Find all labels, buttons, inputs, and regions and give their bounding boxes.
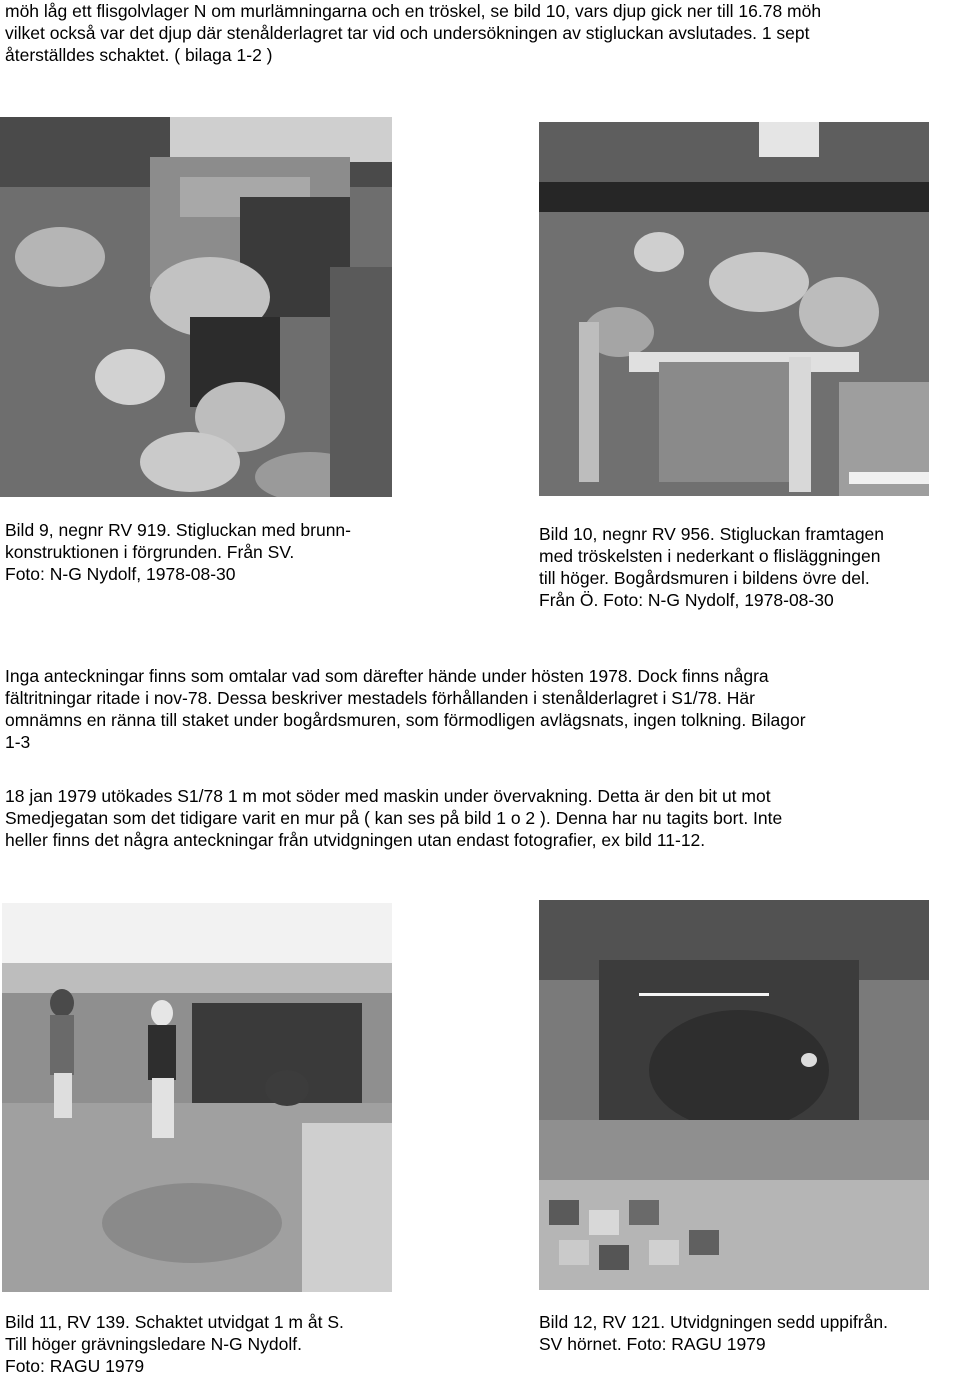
photo-bild-10 [539, 122, 929, 496]
caption-line: Bild 12, RV 121. Utvidgningen sedd uppifrån. [539, 1312, 888, 1332]
intro-line: återställdes schaktet. ( bilaga 1-2 ) [5, 45, 273, 65]
caption-bild-11 [5, 1311, 344, 1377]
caption-line: SV hörnet. Foto: RAGU 1979 [539, 1334, 766, 1354]
caption-bild-10 [539, 523, 884, 611]
caption-line: till höger. Bogårdsmuren i bildens övre del. [539, 568, 870, 588]
caption-line: Bild 9, negnr RV 919. Stigluckan med brunn- [5, 520, 351, 540]
caption-line: Till höger grävningsledare N-G Nydolf. [5, 1334, 302, 1354]
caption-line: med tröskelsten i nederkant o flisläggningen [539, 546, 881, 566]
intro-paragraph [5, 0, 955, 66]
intro-line: möh låg ett flisgolvlager N om murlämningarna och en tröskel, se bild 10, vars djup gick ner till 16.78 möh [5, 1, 822, 21]
caption-line: Från Ö. Foto: N-G Nydolf, 1978-08-30 [539, 590, 834, 610]
caption-bild-12 [539, 1311, 888, 1355]
caption-bild-9 [5, 519, 351, 585]
photo-bild-11 [2, 903, 392, 1292]
body-line: fältritningar ritade i nov-78. Dessa beskriver mestadels förhållanden i stenålderlagret i S1/78. Här [5, 688, 755, 708]
caption-line: Bild 10, negnr RV 956. Stigluckan framtagen [539, 524, 885, 544]
body-line: 18 jan 1979 utökades S1/78 1 m mot söder med maskin under övervakning. Detta är den bit ut mot [5, 786, 771, 806]
caption-line: konstruktionen i förgrunden. Från SV. [5, 542, 295, 562]
body-line: 1-3 [5, 732, 31, 752]
body-line: Inga anteckningar finns som omtalar vad som därefter hände under hösten 1978. Dock finns några [5, 666, 769, 686]
intro-line: vilket också var det djup där stenålderlagret tar vid och undersökningen av stigluckan avslutades. 1 sept [5, 23, 810, 43]
body-line: omnämns en ränna till staket under bogårdsmuren, som förmodligen avlägsnats, ingen tolkning. Bilagor [5, 710, 806, 730]
caption-line: Bild 11, RV 139. Schaktet utvidgat 1 m åt S. [5, 1312, 344, 1332]
caption-line: Foto: RAGU 1979 [5, 1356, 145, 1376]
caption-line: Foto: N-G Nydolf, 1978-08-30 [5, 564, 236, 584]
photo-bild-12 [539, 900, 929, 1290]
body-paragraph-2 [5, 785, 955, 851]
body-paragraph-1 [5, 665, 955, 753]
body-line: Smedjegatan som det tidigare varit en mur på ( kan ses på bild 1 o 2 ). Denna har nu tagits bort. Inte [5, 808, 783, 828]
photo-bild-9 [0, 117, 392, 497]
body-line: heller finns det några anteckningar från utvidgningen utan endast fotografier, ex bild 11-12. [5, 830, 706, 850]
